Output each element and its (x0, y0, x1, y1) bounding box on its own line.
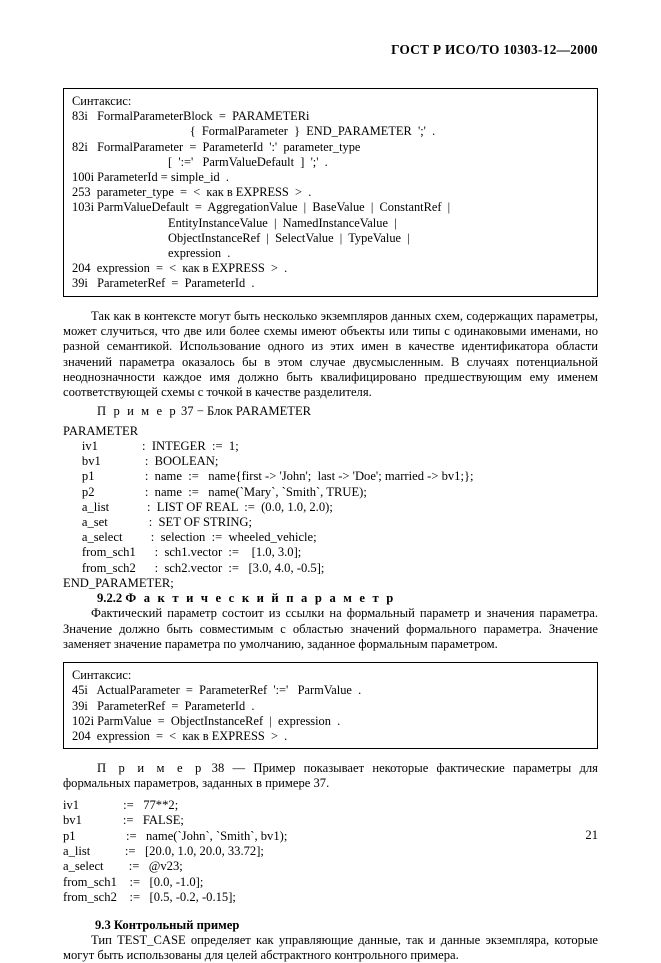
syntax-box-actual-parameter (63, 662, 598, 749)
syntax-line: 39i ParameterRef = ParameterId . (72, 276, 255, 291)
code-line: iv1 : INTEGER := 1; (63, 438, 239, 453)
example-text: Пример показывает некоторые фактические параметры для формальных параметров, заданных в примере 37. (63, 761, 598, 791)
example-37-code (63, 424, 598, 591)
code-line: bv1 := FALSE; (63, 813, 184, 828)
section-9-3-heading (63, 918, 598, 933)
syntax-caption: Синтаксис: (72, 94, 132, 108)
code-line: p1 : name := name{first -> 'John'; last -> 'Doe'; married -> bv1;}; (63, 469, 474, 484)
code-line: from_sch2 := [0.5, -0.2, -0.15]; (63, 890, 236, 905)
page-header: ГОСТ Р ИСО/ТО 10303-12—2000 (391, 42, 598, 57)
syntax-box-formal-parameter (63, 88, 598, 297)
example-label: П р и м е р (97, 761, 204, 776)
page-content (63, 88, 598, 963)
section-title: Контрольный пример (113, 917, 240, 932)
syntax-line: 100i ParameterId = simple_id . (72, 170, 230, 185)
section-number: 9.3 (95, 917, 111, 932)
section-title: Ф а к т и ч е с к и й п а р а м е т р (125, 590, 396, 605)
syntax-line: { FormalParameter } END_PARAMETER ';' . (72, 124, 436, 139)
example-title: Блок PARAMETER (207, 404, 312, 419)
syntax-line: EntityInstanceValue | NamedInstanceValue | (72, 215, 397, 230)
syntax-line: 102i ParmValue = ObjectInstanceRef | expression . (72, 713, 341, 728)
syntax-line: ObjectInstanceRef | SelectValue | TypeValue | (72, 230, 410, 245)
example-38-caption (63, 761, 598, 792)
spacer (63, 749, 598, 761)
code-line: from_sch1 : sch1.vector := [1.0, 3.0]; (63, 545, 302, 560)
code-line: from_sch2 : sch2.vector := [3.0, 4.0, -0.5]; (63, 560, 325, 575)
code-line: a_select : selection := wheeled_vehicle; (63, 530, 317, 545)
syntax-line: 39i ParameterRef = ParameterId . (72, 698, 255, 713)
syntax-line: 253 parameter_type = < как в EXPRESS > . (72, 185, 312, 200)
spacer (63, 652, 598, 662)
example-38-code (63, 798, 598, 906)
example-number: 37 (181, 404, 194, 419)
page-number: 21 (585, 828, 598, 842)
code-line: PARAMETER (63, 423, 139, 438)
syntax-line: 204 expression = < как в EXPRESS > . (72, 261, 288, 276)
code-line: a_select := @v23; (63, 859, 183, 874)
section-9-3-body: Тип TEST_CASE определяет как управляющие данные, так и данные экземпляра, которые могут быть использованы для целей абстрактного контрольного примера. (63, 932, 598, 963)
spacer (63, 906, 598, 918)
syntax-caption: Синтаксис: (72, 668, 132, 683)
syntax-line: 204 expression = < как в EXPRESS > . (72, 728, 288, 743)
code-line: bv1 : BOOLEAN; (63, 454, 219, 469)
code-line: p2 : name := name(`Mary`, `Smith`, TRUE); (63, 484, 367, 499)
syntax-line: [ ':=' ParmValueDefault ] ';' . (72, 154, 328, 169)
syntax-line: 83i FormalParameterBlock = PARAMETERi (72, 109, 310, 124)
code-line: a_set : SET OF STRING; (63, 514, 253, 529)
code-line: a_list := [20.0, 1.0, 20.0, 33.72]; (63, 843, 264, 858)
code-line: END_PARAMETER; (63, 575, 174, 590)
section-9-2-2-body: Фактический параметр состоит из ссылки на формальный параметр и значения параметра. Значение должно быть совместимым с областью значений формального параметра. Значение заменяет значение параметра по умолчанию, заданное формальным параметром. (63, 606, 598, 651)
example-number: 38 (211, 761, 225, 776)
syntax-line: expression . (72, 246, 231, 261)
code-line: iv1 := 77**2; (63, 797, 179, 812)
spacer (63, 297, 598, 309)
example-37-caption (63, 404, 598, 419)
syntax-line: 103i ParmValueDefault = AggregationValue | BaseValue | ConstantRef | (72, 200, 451, 215)
syntax-line: 82i FormalParameter = ParameterId ':' parameter_type (72, 139, 361, 154)
paragraph-schema-qualification: Так как в контексте могут быть несколько экземпляров данных схем, содержащих параметры, может случиться, что две или более схемы имеют объекты или типы с одинаковыми именами, но разной семантикой. Использование одного из этих имен в качестве идентификатора области значений параметра оказалось бы в этом случае двусмысленным. В случаях потенциальной неоднозначности каждое имя должно быть квалифицировано предшествующим ему именем соответствующей схемы с точкой в качестве разделителя. (63, 308, 598, 400)
code-line: p1 := name(`John`, `Smith`, bv1); (63, 828, 288, 843)
section-9-2-2-heading (63, 591, 598, 606)
code-line: from_sch1 := [0.0, -1.0]; (63, 874, 204, 889)
example-dash: — (232, 761, 246, 776)
section-number: 9.2.2 (97, 590, 123, 605)
code-line: a_list : LIST OF REAL := (0.0, 1.0, 2.0); (63, 499, 333, 514)
syntax-line: 45i ActualParameter = ParameterRef ':=' ParmValue . (72, 683, 362, 698)
example-label: П р и м е р (97, 404, 178, 419)
example-dash: − (196, 404, 204, 419)
